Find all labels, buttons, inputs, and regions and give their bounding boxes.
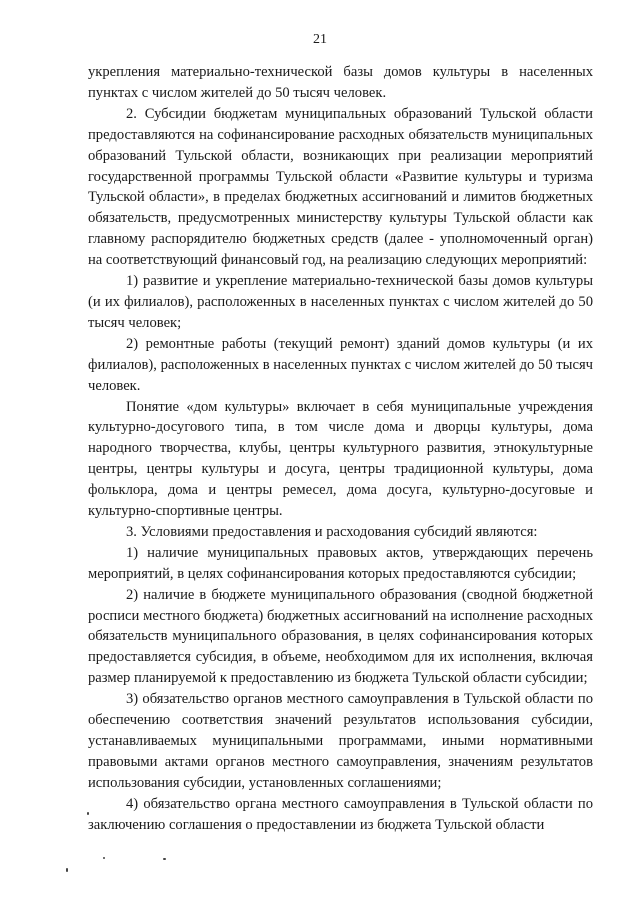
- paragraph-condition-3: 3) обязательство органов местного самоуправления в Тульской области по обеспечению соответствия значений результатов использования субсидии, устанавливаемых муниципальными программами, иными нормативными правовыми актами органов местного самоуправления, значениям результатов использования субсидии, установленных соглашениями;: [88, 691, 593, 791]
- paragraph-condition-2: 2) наличие в бюджете муниципального образования (сводной бюджетной росписи местного бюджета) бюджетных ассигнований на исполнение расходных обязательств муниципального образования, в целях софинансирования которых предоставляется субсидия, в объеме, необходимом для их исполнения, включая размер планируемой к предоставлению из бюджета Тульской области субсидии;: [88, 586, 593, 687]
- page-number: 21: [313, 32, 327, 47]
- paragraph-continuation: укрепления материально-технической базы домов культуры в населенных пунктах с числом жителей до 50 тысяч человек.: [88, 64, 593, 101]
- scan-speck: [103, 857, 105, 859]
- paragraph-item-2: 2) ремонтные работы (текущий ремонт) зданий домов культуры (и их филиалов), расположенных в населенных пунктах с числом жителей до 50 тысяч человек.: [88, 335, 593, 394]
- paragraph-clause-3: 3. Условиями предоставления и расходования субсидий являются:: [126, 523, 538, 540]
- scan-speck: [87, 812, 89, 815]
- paragraph-condition-4: 4) обязательство органа местного самоуправления в Тульской области по заключению соглашения о предоставлении из бюджета Тульской области: [88, 795, 593, 833]
- scan-speck: [163, 858, 166, 860]
- document-body: [88, 62, 593, 836]
- paragraph-item-1: 1) развитие и укрепление материально-технической базы домов культуры (и их филиалов), расположенных в населенных пунктах с числом жителей до 50 тысяч человек;: [88, 273, 593, 331]
- paragraph-definition: Понятие «дом культуры» включает в себя муниципальные учреждения культурно-досугового типа, в том числе дома и дворцы культуры, дома народного творчества, клубы, центры культурного развития, этнокультурные центры, центры культуры и досуга, центры традиционной культуры, дома фольклора, дома и центры ремесел, дома досуга, культурно-досуговые и культурно-спортивные центры.: [88, 398, 593, 520]
- paragraph-clause-2: 2. Субсидии бюджетам муниципальных образований Тульской области предоставляются на софинансирование расходных обязательств муниципальных образований Тульской области, возникающих при реализации мероприятий государственной программы Тульской области «Развитие культуры и туризма Тульской области», в пределах бюджетных ассигнований и лимитов бюджетных обязательств, предусмотренных министерству культуры Тульской области как главному распорядителю бюджетных средств (далее - уполномоченный орган) на соответствующий финансовый год, на реализацию следующих мероприятий:: [88, 105, 593, 269]
- paragraph-condition-1: 1) наличие муниципальных правовых актов, утверждающих перечень мероприятий, в целях софинансирования которых предоставляются субсидии;: [88, 544, 593, 582]
- scan-speck: [66, 868, 68, 872]
